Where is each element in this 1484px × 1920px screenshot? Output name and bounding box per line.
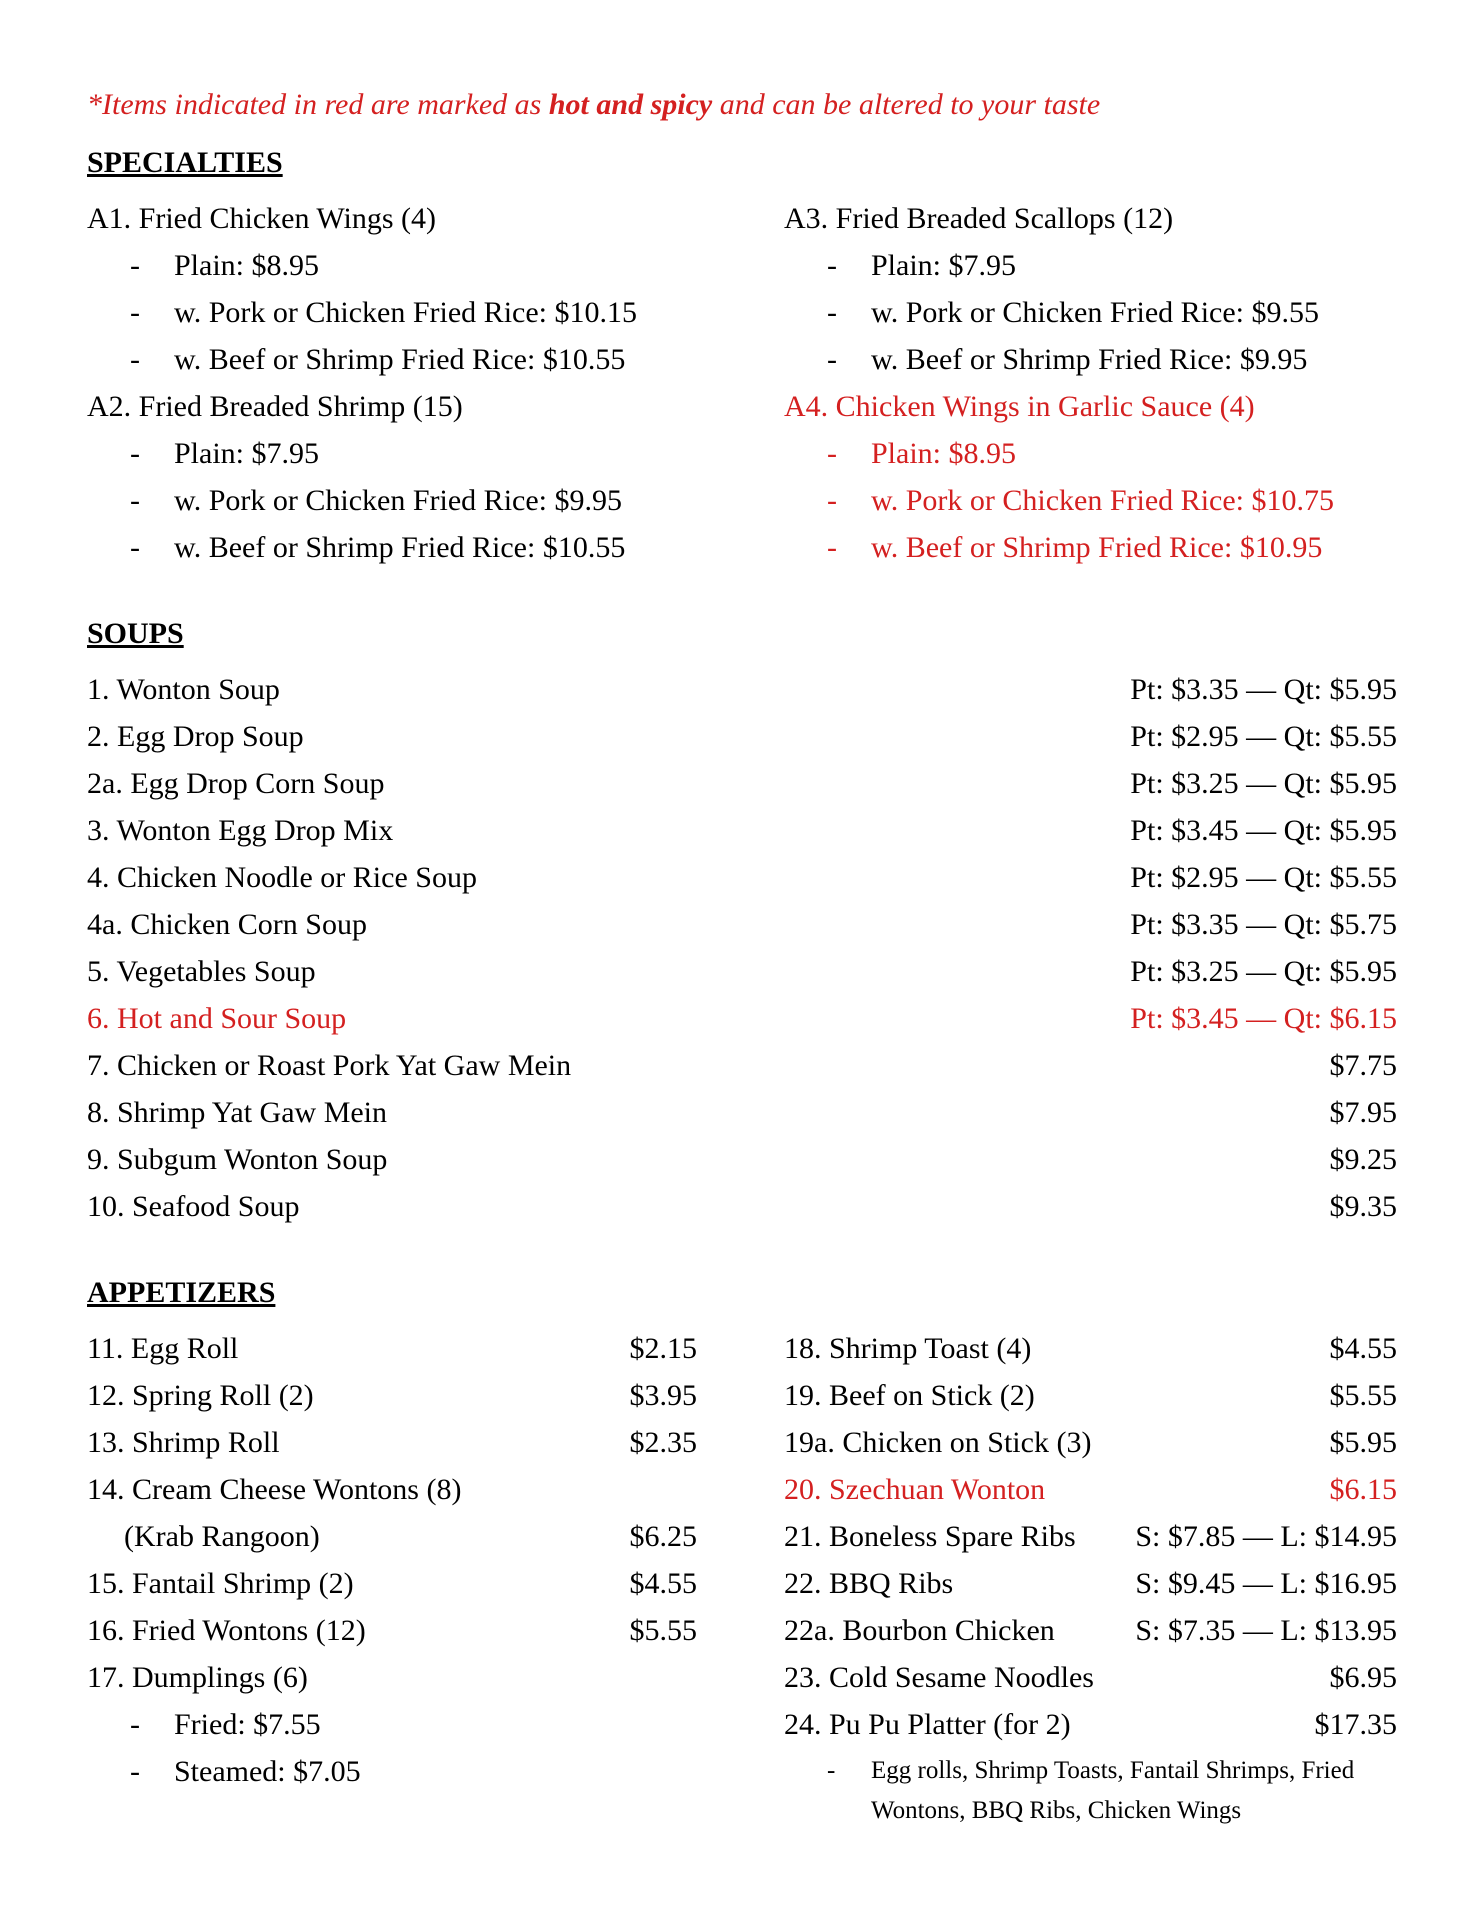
appetizer-row: 22. BBQ Ribs S: $9.45 — L: $16.95	[784, 1567, 1397, 1600]
soup-row: 3. Wonton Egg Drop Mix Pt: $3.45 — Qt: $5.95	[87, 814, 1397, 847]
appetizer-row: 14. Cream Cheese Wontons (8)	[87, 1473, 462, 1506]
soup-row: 2a. Egg Drop Corn Soup Pt: $3.25 — Qt: $5.95	[87, 767, 1397, 800]
appetizer-row: 16. Fried Wontons (12) $5.55	[87, 1614, 697, 1647]
soup-row: 10. Seafood Soup $9.35	[87, 1190, 1397, 1223]
specialty-a1-name: A1. Fried Chicken Wings (4)	[87, 202, 437, 235]
note-suffix: and can be altered to your taste	[712, 88, 1101, 121]
soup-row: 5. Vegetables Soup Pt: $3.25 — Qt: $5.95	[87, 955, 1397, 988]
appetizer-row: 22a. Bourbon Chicken S: $7.35 — L: $13.95	[784, 1614, 1397, 1647]
appetizer-row: 18. Shrimp Toast (4) $4.55	[784, 1332, 1397, 1365]
soup-row: 1. Wonton Soup Pt: $3.35 — Qt: $5.95	[87, 673, 1397, 706]
appetizer-row: 19. Beef on Stick (2) $5.55	[784, 1379, 1397, 1412]
specialties-title: SPECIALTIES	[87, 146, 283, 179]
appetizer-row: (Krab Rangoon) $6.25	[124, 1520, 697, 1553]
soup-row: 8. Shrimp Yat Gaw Mein $7.95	[87, 1096, 1397, 1129]
appetizer-row: 23. Cold Sesame Noodles $6.95	[784, 1661, 1397, 1694]
soup-row: 9. Subgum Wonton Soup $9.25	[87, 1143, 1397, 1176]
soup-row: 4a. Chicken Corn Soup Pt: $3.35 — Qt: $5.75	[87, 908, 1397, 941]
appetizer-row-spicy: 20. Szechuan Wonton $6.15	[784, 1473, 1397, 1506]
specialty-a3-name: A3. Fried Breaded Scallops (12)	[784, 202, 1174, 235]
spicy-note	[87, 88, 1100, 122]
appetizer-row: 13. Shrimp Roll $2.35	[87, 1426, 697, 1459]
note-emphasis: hot and spicy	[548, 88, 713, 121]
soup-row: 2. Egg Drop Soup Pt: $2.95 — Qt: $5.55	[87, 720, 1397, 753]
appetizer-row: 17. Dumplings (6)	[87, 1661, 308, 1694]
soups-title: SOUPS	[87, 617, 184, 650]
specialty-a2-name: A2. Fried Breaded Shrimp (15)	[87, 390, 463, 423]
specialty-a4-name: A4. Chicken Wings in Garlic Sauce (4)	[784, 390, 1255, 423]
appetizer-row: 15. Fantail Shrimp (2) $4.55	[87, 1567, 697, 1600]
note-prefix: *Items indicated in red are marked as	[87, 88, 549, 121]
appetizer-row: 21. Boneless Spare Ribs S: $7.85 — L: $14.95	[784, 1520, 1397, 1553]
appetizers-title: APPETIZERS	[87, 1276, 276, 1309]
appetizer-row: 24. Pu Pu Platter (for 2) $17.35	[784, 1708, 1397, 1741]
soup-row-spicy: 6. Hot and Sour Soup Pt: $3.45 — Qt: $6.15	[87, 1002, 1397, 1035]
soup-row: 7. Chicken or Roast Pork Yat Gaw Mein $7.75	[87, 1049, 1397, 1082]
soup-row: 4. Chicken Noodle or Rice Soup Pt: $2.95 — Qt: $5.55	[87, 861, 1397, 894]
appetizer-row: 12. Spring Roll (2) $3.95	[87, 1379, 697, 1412]
appetizer-row: 11. Egg Roll $2.15	[87, 1332, 697, 1365]
appetizer-row: 19a. Chicken on Stick (3) $5.95	[784, 1426, 1397, 1459]
